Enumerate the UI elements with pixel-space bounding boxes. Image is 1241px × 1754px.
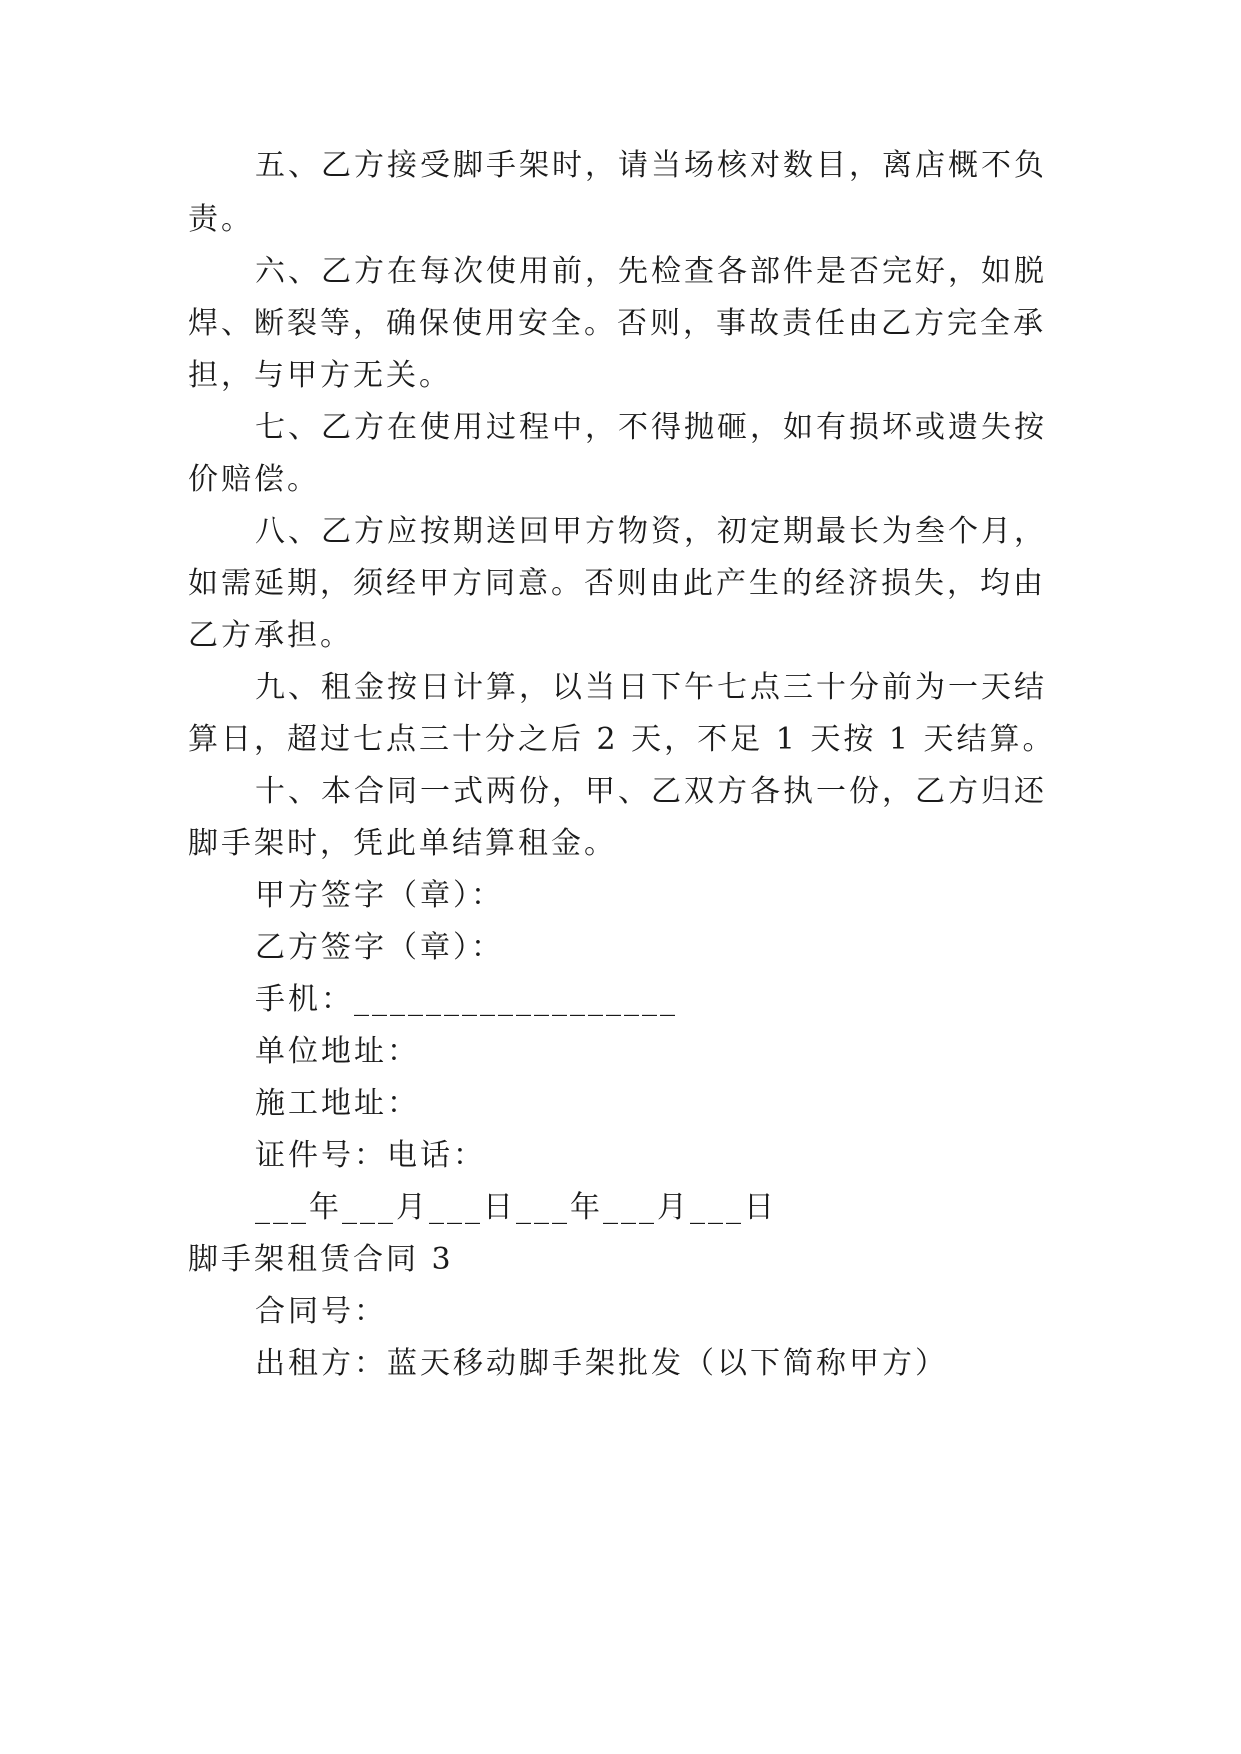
mobile-field: 手机：__________________ [255,982,678,1017]
party-a-signature-label: 甲方签字（章）： [255,878,504,913]
clause-6-line-3: 担，与甲方无关。 [188,358,452,393]
clause-8-line-1: 八、乙方应按期送回甲方物资，初定期最长为叁个月， [255,514,1047,549]
clause-5-line-2: 责。 [188,202,254,237]
clause-9-line-2: 算日，超过七点三十分之后 2 天，不足 1 天按 1 天结算。 [188,722,1056,757]
id-phone-label: 证件号：电话： [255,1138,486,1173]
clause-6-line-1: 六、乙方在每次使用前，先检查各部件是否完好，如脱 [255,254,1047,289]
clause-9-line-1: 九、租金按日计算，以当日下午七点三十分前为一天结 [255,670,1047,705]
clause-7-line-1: 七、乙方在使用过程中，不得抛砸，如有损坏或遗失按 [255,410,1047,445]
clause-5-line-1: 五、乙方接受脚手架时，请当场核对数目，离店概不负 [255,148,1047,183]
site-address-label: 施工地址： [255,1086,420,1121]
contract-3-title: 脚手架租赁合同 3 [188,1242,454,1277]
contract-number-label: 合同号： [255,1294,387,1329]
company-address-label: 单位地址： [255,1034,420,1069]
clause-8-line-2: 如需延期，须经甲方同意。否则由此产生的经济损失，均由 [188,566,1046,601]
clause-8-line-3: 乙方承担。 [188,618,353,653]
clause-10-line-1: 十、本合同一式两份，甲、乙双方各执一份，乙方归还 [255,774,1047,809]
party-b-signature-label: 乙方签字（章）： [255,930,504,965]
clause-7-line-2: 价赔偿。 [188,462,320,497]
clause-10-line-2: 脚手架时，凭此单结算租金。 [188,826,617,861]
lessor-line: 出租方：蓝天移动脚手架批发（以下简称甲方） [255,1346,948,1381]
clause-6-line-2: 焊、断裂等，确保使用安全。否则，事故责任由乙方完全承 [188,306,1046,341]
date-fields: ___年___月___日___年___月___日 [255,1190,777,1225]
